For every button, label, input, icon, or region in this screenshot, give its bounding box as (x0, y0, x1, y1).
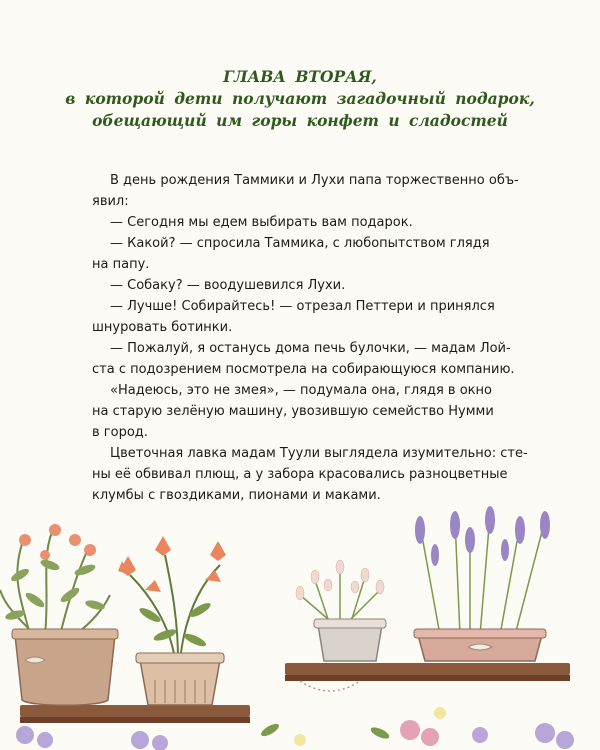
middle-pot (136, 653, 224, 705)
text-line: ста с подозрением посмотрела на собирающуюся компанию. (92, 362, 515, 377)
lavender-icon (415, 506, 550, 635)
text-line: на папу. (92, 257, 150, 272)
chapter-heading (0, 66, 600, 132)
text-line: — Сегодня мы едем выбирать вам подарок. (110, 215, 413, 230)
text-line: — Лучше! Собирайтесь! — отрезал Петтери и принялся (110, 299, 495, 314)
white-pot (314, 619, 386, 661)
text-line: Цветочная лавка мадам Туули выглядела изумительно: сте- (110, 446, 528, 461)
left-shelf (20, 705, 250, 723)
text-line: явил: (92, 194, 129, 209)
text-line: — Собаку? — воодушевился Лухи. (110, 278, 346, 293)
text-line: — Пожалуй, я останусь дома печь булочки, — мадам Лой- (110, 341, 511, 356)
text-line: — Какой? — спросила Таммика, с любопытством глядя (110, 236, 490, 251)
chapter-subtitle-line-1: в которой дети получают загадочный подарок, (65, 89, 535, 108)
text-line: «Надеюсь, это не змея», — подумала она, глядя в окно (110, 383, 492, 398)
text-line: шнуровать ботинки. (92, 320, 233, 335)
text-line: ны её обвивал плющ, а у забора красовались разноцветные (92, 467, 508, 482)
orange-flowers-icon (118, 536, 226, 660)
chapter-subtitle-line-2: обещающий им горы конфет и сладостей (92, 111, 508, 130)
lavender-pot (414, 629, 546, 661)
left-pot (12, 629, 118, 705)
text-line: В день рождения Таммики и Лухи папа торжественно объ- (110, 173, 519, 188)
text-line: на старую зелёную машину, увозившую семейство Нумми (92, 404, 494, 419)
right-shelf (285, 663, 570, 691)
chapter-body-text (92, 170, 528, 506)
text-line: в город. (92, 425, 148, 440)
white-flowers-icon (296, 560, 384, 625)
chapter-title: ГЛАВА ВТОРАЯ, (223, 67, 377, 86)
flower-pots-illustration (0, 495, 600, 750)
left-plant-icon (0, 524, 110, 635)
text-line: клумбы с гвоздиками, пионами и маками. (92, 488, 381, 503)
